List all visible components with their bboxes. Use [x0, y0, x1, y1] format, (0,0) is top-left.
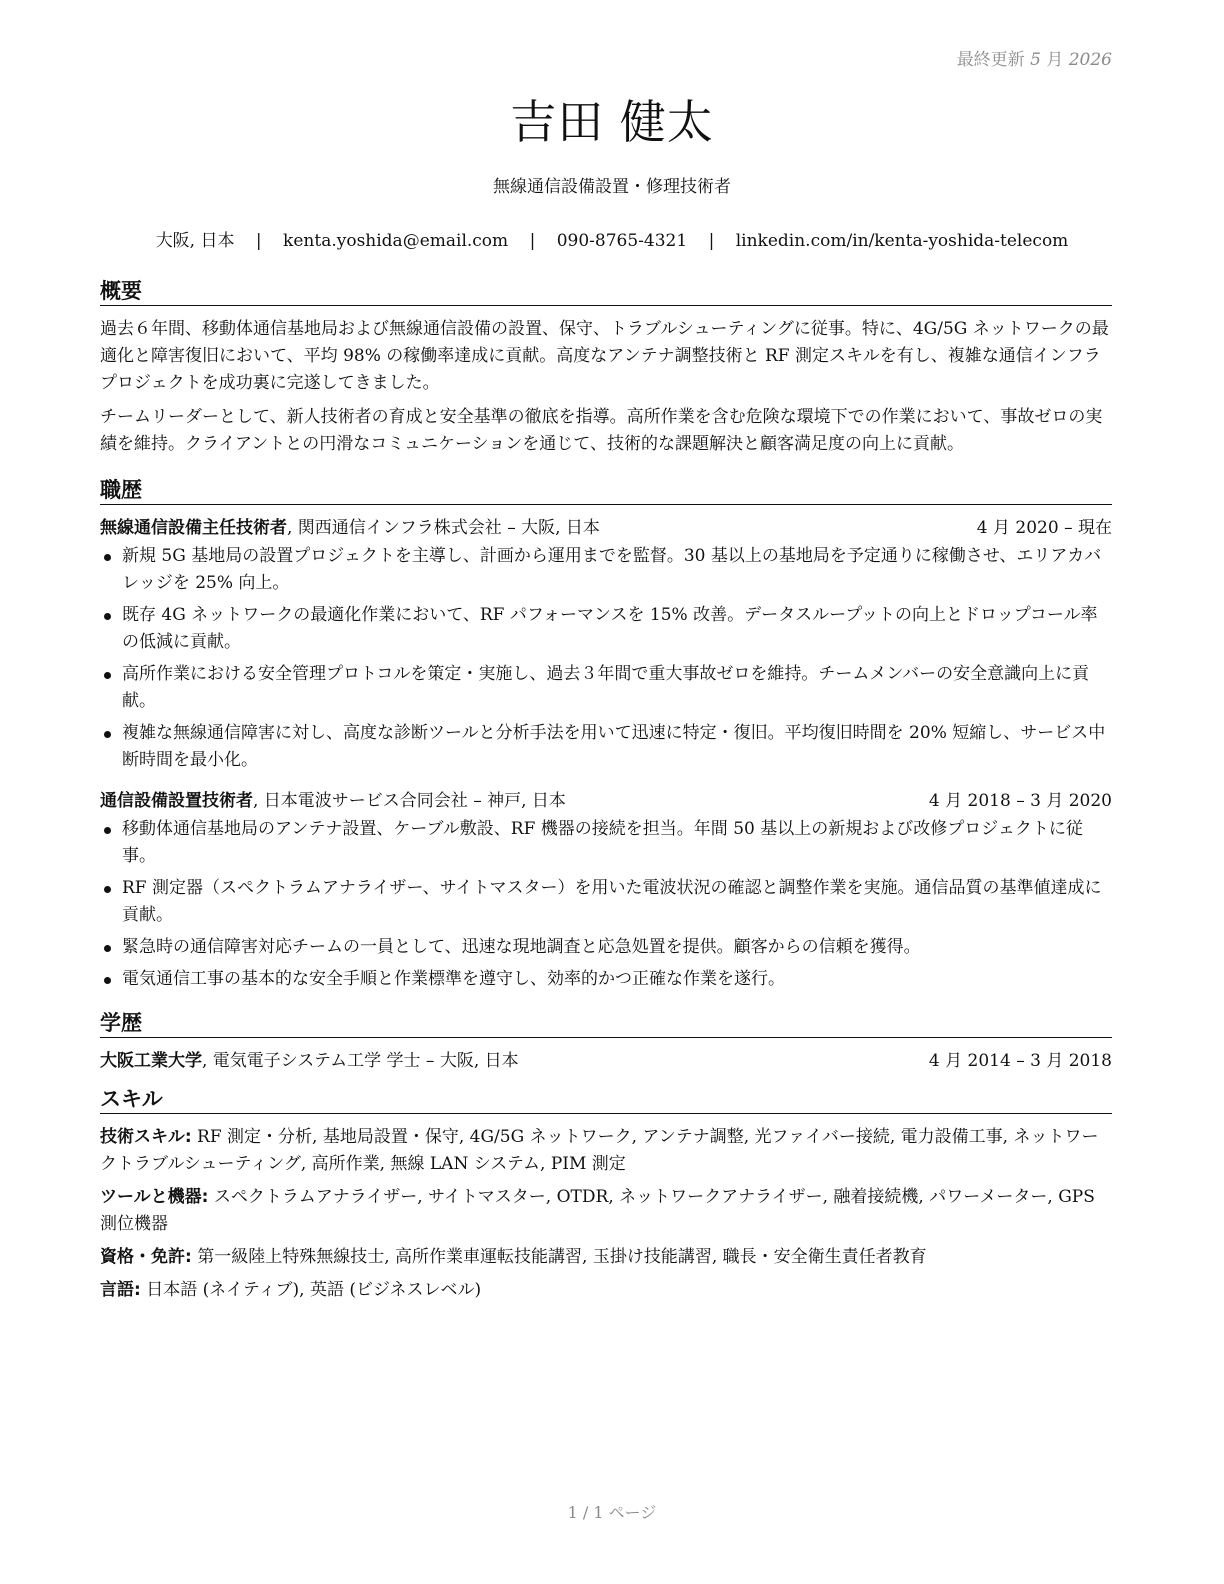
skill-text: スペクトラムアナライザー, サイトマスター, OTDR, ネットワークアナライザー, 融着接続機, パワーメーター, GPS 測位機器 [100, 1187, 1095, 1234]
last-updated-month: 5 [1030, 50, 1041, 70]
skill-label: 資格・免許: [100, 1247, 192, 1267]
summary-paragraph: 過去６年間、移動体通信基地局および無線通信設備の設置、保守、トラブルシューティングに従事。特に、4G/5G ネットワークの最適化と障害復旧において、平均 98% の稼働率達成に貢献。高度なアンテナ調整技術と RF 測定スキルを有し、複雑な通信インフラプロジェクトを成功裏に完遂してきました。 [100, 319, 1109, 393]
skill-label: 言語: [100, 1280, 141, 1300]
list-item: 新規 5G 基地局の設置プロジェクトを主導し、計画から運用までを監督。30 基以上の基地局を予定通りに稼働させ、エリアカバレッジを 25% 向上。 [122, 543, 1112, 597]
contact-linkedin[interactable]: linkedin.com/in/kenta-yoshida-telecom [735, 231, 1069, 251]
list-item: 電気通信工事の基本的な安全手順と作業標準を遵守し、効率的かつ正確な作業を遂行。 [122, 966, 1112, 993]
contact-separator: | [255, 231, 262, 251]
job-bullets [100, 543, 1112, 774]
skill-text: RF 測定・分析, 基地局設置・保守, 4G/5G ネットワーク, アンテナ調整, 光ファイバー接続, 電力設備工事, ネットワークトラブルシューティング, 高所作業, 無線 LAN システム, PIM 測定 [100, 1127, 1099, 1174]
job-role-company [100, 788, 566, 814]
last-updated [957, 45, 1112, 70]
person-name: 吉田 健太 [510, 95, 714, 149]
skill-row [100, 1124, 1112, 1178]
section-title-summary: 概要 [100, 278, 1112, 306]
list-item: 既存 4G ネットワークの最適化作業において、RF パフォーマンスを 15% 改善。データスループットの向上とドロップコール率の低減に貢献。 [122, 602, 1112, 656]
contact-phone: 090-8765-4321 [556, 231, 688, 251]
list-item: 移動体通信基地局のアンテナ設置、ケーブル敷設、RF 機器の接続を担当。年間 50 基以上の新規および改修プロジェクトに従事。 [122, 816, 1112, 870]
job-header [100, 515, 1112, 541]
skill-row [100, 1244, 1112, 1271]
job-entry [100, 515, 1112, 774]
contact-line [0, 226, 1224, 251]
list-item: 高所作業における安全管理プロトコルを策定・実施し、過去３年間で重大事故ゼロを維持。チームメンバーの安全意識向上に貢献。 [122, 661, 1112, 715]
summary-paragraph: チームリーダーとして、新人技術者の育成と安全基準の徹底を指導。高所作業を含む危険な環境下での作業において、事故ゼロの実績を維持。クライアントとの円滑なコミュニケーションを通じて、技術的な課題解決と顧客満足度の向上に貢献。 [100, 407, 1103, 454]
page-indicator: 1 / 1 ページ [567, 1503, 657, 1522]
last-updated-month-unit: 月 [1046, 50, 1064, 70]
job-dates: 4 月 2018 – 3 月 2020 [928, 791, 1112, 811]
contact-location: 大阪, 日本 [155, 231, 235, 251]
skill-text: 第一級陸上特殊無線技士, 高所作業車運転技能講習, 玉掛け技能講習, 職長・安全衛生責任者教育 [191, 1247, 927, 1267]
education-entry [100, 1048, 1112, 1074]
job-header [100, 788, 1112, 814]
education-dates: 4 月 2014 – 3 月 2018 [928, 1051, 1112, 1071]
job-entry [100, 788, 1112, 993]
list-item: 緊急時の通信障害対応チームの一員として、迅速な現地調査と応急処置を提供。顧客からの信頼を獲得。 [122, 934, 1112, 961]
section-title-skills: スキル [100, 1086, 1112, 1114]
job-dates: 4 月 2020 – 現在 [976, 518, 1112, 538]
job-title: 無線通信設備設置・修理技術者 [493, 177, 731, 197]
section-title-experience: 職歴 [100, 477, 1112, 505]
skill-row [100, 1184, 1112, 1238]
list-item: RF 測定器（スペクトラムアナライザー、サイトマスター）を用いた電波状況の確認と調整作業を実施。通信品質の基準値達成に貢献。 [122, 875, 1112, 929]
education-school-detail [100, 1048, 519, 1074]
contact-email[interactable]: kenta.yoshida@email.com [283, 231, 509, 251]
last-updated-year: 2026 [1068, 50, 1112, 70]
job-role-company [100, 515, 600, 541]
job-company: , 日本電波サービス合同会社 – 神戸, 日本 [253, 791, 566, 811]
job-company: , 関西通信インフラ株式会社 – 大阪, 日本 [287, 518, 600, 538]
last-updated-label: 最終更新 [956, 50, 1025, 70]
contact-separator: | [529, 231, 536, 251]
skill-text: 日本語 (ネイティブ), 英語 (ビジネスレベル) [140, 1280, 482, 1300]
contact-separator: | [708, 231, 715, 251]
skill-row [100, 1277, 1112, 1304]
job-role: 無線通信設備主任技術者 [100, 518, 287, 538]
job-role: 通信設備設置技術者 [100, 791, 253, 811]
education-school: 大阪工業大学 [100, 1051, 202, 1071]
job-bullets [100, 816, 1112, 993]
skill-label: 技術スキル: [100, 1127, 192, 1147]
resume-content [100, 278, 1112, 1310]
skill-label: ツールと機器: [100, 1187, 209, 1207]
list-item: 複雑な無線通信障害に対し、高度な診断ツールと分析手法を用いて迅速に特定・復旧。平均復旧時間を 20% 短縮し、サービス中断時間を最小化。 [122, 720, 1112, 774]
section-title-education: 学歴 [100, 1010, 1112, 1038]
education-detail: , 電気電子システム工学 学士 – 大阪, 日本 [202, 1051, 519, 1071]
